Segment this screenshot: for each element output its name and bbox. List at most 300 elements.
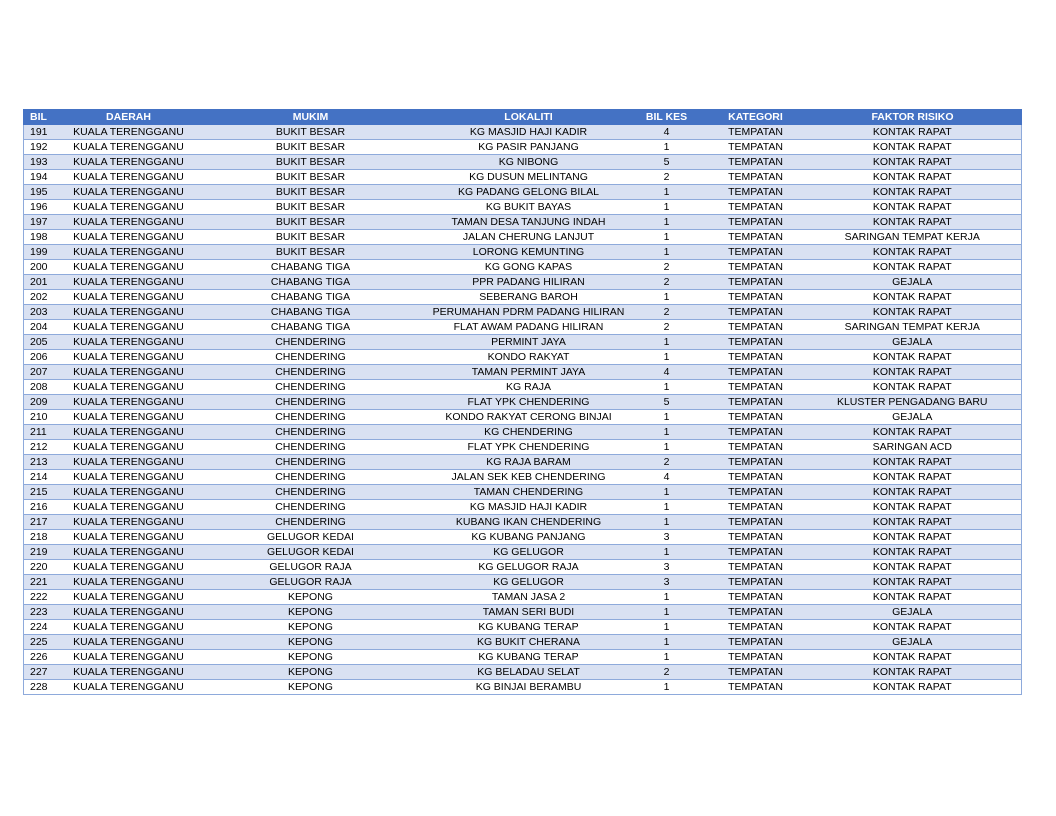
cell-bil: 207 bbox=[24, 365, 68, 380]
cell-daerah: KUALA TERENGGANU bbox=[68, 350, 190, 365]
table-row bbox=[24, 425, 1022, 440]
cell-bil-kes: 1 bbox=[626, 350, 708, 365]
cell-lokaliti: KG BUKIT CHERANA bbox=[432, 635, 626, 650]
cell-mukim: KEPONG bbox=[190, 605, 432, 620]
cell-mukim: GELUGOR KEDAI bbox=[190, 530, 432, 545]
table-row bbox=[24, 395, 1022, 410]
cell-bil: 224 bbox=[24, 620, 68, 635]
cell-bil-kes: 1 bbox=[626, 545, 708, 560]
cell-lokaliti: KG GELUGOR RAJA bbox=[432, 560, 626, 575]
cell-bil-kes: 1 bbox=[626, 140, 708, 155]
table-row bbox=[24, 380, 1022, 395]
cell-kategori: TEMPATAN bbox=[708, 260, 804, 275]
case-table bbox=[23, 109, 1022, 695]
table-row bbox=[24, 230, 1022, 245]
cell-daerah: KUALA TERENGGANU bbox=[68, 335, 190, 350]
table-row bbox=[24, 275, 1022, 290]
cell-lokaliti: KG BUKIT BAYAS bbox=[432, 200, 626, 215]
cell-bil-kes: 5 bbox=[626, 155, 708, 170]
cell-lokaliti: TAMAN CHENDERING bbox=[432, 485, 626, 500]
cell-bil-kes: 1 bbox=[626, 515, 708, 530]
table-row bbox=[24, 260, 1022, 275]
cell-mukim: CHENDERING bbox=[190, 425, 432, 440]
cell-faktor-risiko: KONTAK RAPAT bbox=[804, 170, 1022, 185]
cell-daerah: KUALA TERENGGANU bbox=[68, 320, 190, 335]
cell-daerah: KUALA TERENGGANU bbox=[68, 575, 190, 590]
cell-faktor-risiko: KONTAK RAPAT bbox=[804, 500, 1022, 515]
cell-faktor-risiko: KLUSTER PENGADANG BARU bbox=[804, 395, 1022, 410]
cell-daerah: KUALA TERENGGANU bbox=[68, 290, 190, 305]
cell-daerah: KUALA TERENGGANU bbox=[68, 500, 190, 515]
cell-faktor-risiko: KONTAK RAPAT bbox=[804, 245, 1022, 260]
table-row bbox=[24, 605, 1022, 620]
cell-bil-kes: 1 bbox=[626, 620, 708, 635]
cell-lokaliti: FLAT YPK CHENDERING bbox=[432, 440, 626, 455]
cell-daerah: KUALA TERENGGANU bbox=[68, 605, 190, 620]
cell-faktor-risiko: KONTAK RAPAT bbox=[804, 260, 1022, 275]
cell-kategori: TEMPATAN bbox=[708, 575, 804, 590]
cell-lokaliti: KG CHENDERING bbox=[432, 425, 626, 440]
cell-mukim: CHENDERING bbox=[190, 410, 432, 425]
cell-lokaliti: FLAT YPK CHENDERING bbox=[432, 395, 626, 410]
cell-faktor-risiko: KONTAK RAPAT bbox=[804, 425, 1022, 440]
cell-mukim: BUKIT BESAR bbox=[190, 185, 432, 200]
cell-daerah: KUALA TERENGGANU bbox=[68, 455, 190, 470]
cell-bil: 208 bbox=[24, 380, 68, 395]
table-row bbox=[24, 635, 1022, 650]
cell-kategori: TEMPATAN bbox=[708, 605, 804, 620]
cell-mukim: BUKIT BESAR bbox=[190, 245, 432, 260]
cell-bil-kes: 2 bbox=[626, 260, 708, 275]
cell-lokaliti: KG PADANG GELONG BILAL bbox=[432, 185, 626, 200]
cell-kategori: TEMPATAN bbox=[708, 275, 804, 290]
cell-bil: 209 bbox=[24, 395, 68, 410]
cell-faktor-risiko: KONTAK RAPAT bbox=[804, 530, 1022, 545]
cell-bil: 200 bbox=[24, 260, 68, 275]
cell-faktor-risiko: KONTAK RAPAT bbox=[804, 470, 1022, 485]
cell-bil-kes: 2 bbox=[626, 320, 708, 335]
cell-mukim: KEPONG bbox=[190, 635, 432, 650]
cell-bil-kes: 3 bbox=[626, 560, 708, 575]
cell-faktor-risiko: KONTAK RAPAT bbox=[804, 560, 1022, 575]
cell-lokaliti: PERMINT JAYA bbox=[432, 335, 626, 350]
cell-bil-kes: 4 bbox=[626, 125, 708, 140]
table-row bbox=[24, 515, 1022, 530]
cell-lokaliti: KG KUBANG TERAP bbox=[432, 620, 626, 635]
cell-mukim: GELUGOR KEDAI bbox=[190, 545, 432, 560]
cell-kategori: TEMPATAN bbox=[708, 230, 804, 245]
cell-daerah: KUALA TERENGGANU bbox=[68, 530, 190, 545]
cell-kategori: TEMPATAN bbox=[708, 500, 804, 515]
table-row bbox=[24, 545, 1022, 560]
cell-faktor-risiko: SARINGAN TEMPAT KERJA bbox=[804, 230, 1022, 245]
cell-kategori: TEMPATAN bbox=[708, 170, 804, 185]
table-row bbox=[24, 185, 1022, 200]
cell-bil: 227 bbox=[24, 665, 68, 680]
cell-bil: 222 bbox=[24, 590, 68, 605]
cell-kategori: TEMPATAN bbox=[708, 155, 804, 170]
cell-daerah: KUALA TERENGGANU bbox=[68, 200, 190, 215]
cell-kategori: TEMPATAN bbox=[708, 410, 804, 425]
cell-bil: 194 bbox=[24, 170, 68, 185]
cell-daerah: KUALA TERENGGANU bbox=[68, 410, 190, 425]
cell-mukim: GELUGOR RAJA bbox=[190, 575, 432, 590]
cell-kategori: TEMPATAN bbox=[708, 365, 804, 380]
cell-kategori: TEMPATAN bbox=[708, 590, 804, 605]
cell-kategori: TEMPATAN bbox=[708, 650, 804, 665]
cell-daerah: KUALA TERENGGANU bbox=[68, 515, 190, 530]
cell-lokaliti: KONDO RAKYAT bbox=[432, 350, 626, 365]
cell-lokaliti: TAMAN PERMINT JAYA bbox=[432, 365, 626, 380]
cell-daerah: KUALA TERENGGANU bbox=[68, 395, 190, 410]
cell-kategori: TEMPATAN bbox=[708, 515, 804, 530]
cell-kategori: TEMPATAN bbox=[708, 350, 804, 365]
cell-mukim: CHABANG TIGA bbox=[190, 290, 432, 305]
cell-lokaliti: KG MASJID HAJI KADIR bbox=[432, 125, 626, 140]
cell-bil: 217 bbox=[24, 515, 68, 530]
cell-faktor-risiko: KONTAK RAPAT bbox=[804, 545, 1022, 560]
table-row bbox=[24, 125, 1022, 140]
cell-kategori: TEMPATAN bbox=[708, 470, 804, 485]
cell-mukim: CHENDERING bbox=[190, 500, 432, 515]
cell-faktor-risiko: KONTAK RAPAT bbox=[804, 365, 1022, 380]
cell-mukim: CHABANG TIGA bbox=[190, 305, 432, 320]
cell-daerah: KUALA TERENGGANU bbox=[68, 380, 190, 395]
cell-mukim: BUKIT BESAR bbox=[190, 200, 432, 215]
table-body bbox=[24, 125, 1022, 695]
cell-mukim: CHENDERING bbox=[190, 380, 432, 395]
cell-bil: 201 bbox=[24, 275, 68, 290]
cell-bil-kes: 1 bbox=[626, 245, 708, 260]
cell-daerah: KUALA TERENGGANU bbox=[68, 170, 190, 185]
cell-mukim: CHENDERING bbox=[190, 515, 432, 530]
cell-daerah: KUALA TERENGGANU bbox=[68, 485, 190, 500]
cell-daerah: KUALA TERENGGANU bbox=[68, 215, 190, 230]
cell-daerah: KUALA TERENGGANU bbox=[68, 680, 190, 695]
cell-kategori: TEMPATAN bbox=[708, 200, 804, 215]
cell-daerah: KUALA TERENGGANU bbox=[68, 470, 190, 485]
cell-mukim: BUKIT BESAR bbox=[190, 155, 432, 170]
table-row bbox=[24, 560, 1022, 575]
cell-kategori: TEMPATAN bbox=[708, 440, 804, 455]
cell-faktor-risiko: KONTAK RAPAT bbox=[804, 140, 1022, 155]
cell-bil-kes: 1 bbox=[626, 680, 708, 695]
cell-bil: 192 bbox=[24, 140, 68, 155]
cell-bil: 218 bbox=[24, 530, 68, 545]
cell-daerah: KUALA TERENGGANU bbox=[68, 275, 190, 290]
cell-mukim: CHENDERING bbox=[190, 455, 432, 470]
cell-bil-kes: 3 bbox=[626, 530, 708, 545]
cell-bil-kes: 1 bbox=[626, 290, 708, 305]
cell-lokaliti: TAMAN DESA TANJUNG INDAH bbox=[432, 215, 626, 230]
cell-mukim: CHENDERING bbox=[190, 335, 432, 350]
cell-daerah: KUALA TERENGGANU bbox=[68, 620, 190, 635]
table-row bbox=[24, 170, 1022, 185]
cell-kategori: TEMPATAN bbox=[708, 125, 804, 140]
cell-bil-kes: 2 bbox=[626, 170, 708, 185]
cell-bil-kes: 1 bbox=[626, 215, 708, 230]
column-header-mukim: MUKIM bbox=[190, 110, 432, 125]
cell-bil: 196 bbox=[24, 200, 68, 215]
cell-mukim: BUKIT BESAR bbox=[190, 170, 432, 185]
cell-lokaliti: KG GELUGOR bbox=[432, 545, 626, 560]
cell-mukim: KEPONG bbox=[190, 590, 432, 605]
cell-bil: 202 bbox=[24, 290, 68, 305]
cell-bil: 219 bbox=[24, 545, 68, 560]
cell-kategori: TEMPATAN bbox=[708, 245, 804, 260]
cell-bil: 204 bbox=[24, 320, 68, 335]
cell-kategori: TEMPATAN bbox=[708, 215, 804, 230]
cell-bil-kes: 1 bbox=[626, 230, 708, 245]
table-row bbox=[24, 215, 1022, 230]
cell-mukim: CHENDERING bbox=[190, 440, 432, 455]
cell-bil: 213 bbox=[24, 455, 68, 470]
cell-bil: 198 bbox=[24, 230, 68, 245]
cell-kategori: TEMPATAN bbox=[708, 665, 804, 680]
header-row bbox=[24, 110, 1022, 125]
table-row bbox=[24, 590, 1022, 605]
cell-bil: 197 bbox=[24, 215, 68, 230]
cell-faktor-risiko: GEJALA bbox=[804, 335, 1022, 350]
cell-kategori: TEMPATAN bbox=[708, 185, 804, 200]
cell-bil: 215 bbox=[24, 485, 68, 500]
cell-bil-kes: 1 bbox=[626, 500, 708, 515]
cell-daerah: KUALA TERENGGANU bbox=[68, 230, 190, 245]
cell-bil: 226 bbox=[24, 650, 68, 665]
cell-bil-kes: 4 bbox=[626, 470, 708, 485]
table-row bbox=[24, 155, 1022, 170]
cell-kategori: TEMPATAN bbox=[708, 545, 804, 560]
cell-bil-kes: 3 bbox=[626, 575, 708, 590]
cell-daerah: KUALA TERENGGANU bbox=[68, 260, 190, 275]
cell-mukim: CHABANG TIGA bbox=[190, 260, 432, 275]
cell-faktor-risiko: KONTAK RAPAT bbox=[804, 485, 1022, 500]
cell-lokaliti: KG BELADAU SELAT bbox=[432, 665, 626, 680]
cell-lokaliti: KONDO RAKYAT CERONG BINJAI bbox=[432, 410, 626, 425]
cell-faktor-risiko: KONTAK RAPAT bbox=[804, 215, 1022, 230]
column-header-daerah: DAERAH bbox=[68, 110, 190, 125]
cell-faktor-risiko: GEJALA bbox=[804, 275, 1022, 290]
table-row bbox=[24, 485, 1022, 500]
cell-daerah: KUALA TERENGGANU bbox=[68, 365, 190, 380]
cell-mukim: CHABANG TIGA bbox=[190, 275, 432, 290]
cell-daerah: KUALA TERENGGANU bbox=[68, 665, 190, 680]
cell-daerah: KUALA TERENGGANU bbox=[68, 560, 190, 575]
cell-bil: 205 bbox=[24, 335, 68, 350]
cell-bil-kes: 1 bbox=[626, 590, 708, 605]
cell-kategori: TEMPATAN bbox=[708, 620, 804, 635]
cell-daerah: KUALA TERENGGANU bbox=[68, 125, 190, 140]
cell-lokaliti: SEBERANG BAROH bbox=[432, 290, 626, 305]
cell-daerah: KUALA TERENGGANU bbox=[68, 650, 190, 665]
cell-bil: 225 bbox=[24, 635, 68, 650]
cell-kategori: TEMPATAN bbox=[708, 635, 804, 650]
table-row bbox=[24, 530, 1022, 545]
cell-kategori: TEMPATAN bbox=[708, 290, 804, 305]
cell-faktor-risiko: KONTAK RAPAT bbox=[804, 305, 1022, 320]
cell-daerah: KUALA TERENGGANU bbox=[68, 440, 190, 455]
cell-kategori: TEMPATAN bbox=[708, 425, 804, 440]
table-row bbox=[24, 350, 1022, 365]
table-row bbox=[24, 140, 1022, 155]
cell-lokaliti: KG PASIR PANJANG bbox=[432, 140, 626, 155]
cell-mukim: KEPONG bbox=[190, 650, 432, 665]
cell-bil-kes: 1 bbox=[626, 185, 708, 200]
cell-mukim: BUKIT BESAR bbox=[190, 140, 432, 155]
cell-bil: 211 bbox=[24, 425, 68, 440]
cell-bil-kes: 1 bbox=[626, 335, 708, 350]
table-row bbox=[24, 320, 1022, 335]
cell-kategori: TEMPATAN bbox=[708, 530, 804, 545]
table-row bbox=[24, 440, 1022, 455]
cell-daerah: KUALA TERENGGANU bbox=[68, 185, 190, 200]
cell-lokaliti: TAMAN JASA 2 bbox=[432, 590, 626, 605]
cell-faktor-risiko: KONTAK RAPAT bbox=[804, 380, 1022, 395]
cell-daerah: KUALA TERENGGANU bbox=[68, 305, 190, 320]
cell-daerah: KUALA TERENGGANU bbox=[68, 245, 190, 260]
cell-daerah: KUALA TERENGGANU bbox=[68, 545, 190, 560]
cell-mukim: CHABANG TIGA bbox=[190, 320, 432, 335]
cell-kategori: TEMPATAN bbox=[708, 320, 804, 335]
cell-kategori: TEMPATAN bbox=[708, 380, 804, 395]
cell-faktor-risiko: GEJALA bbox=[804, 410, 1022, 425]
cell-mukim: KEPONG bbox=[190, 680, 432, 695]
cell-lokaliti: KUBANG IKAN CHENDERING bbox=[432, 515, 626, 530]
cell-bil-kes: 1 bbox=[626, 650, 708, 665]
cell-mukim: CHENDERING bbox=[190, 365, 432, 380]
cell-lokaliti: LORONG KEMUNTING bbox=[432, 245, 626, 260]
cell-lokaliti: KG RAJA BARAM bbox=[432, 455, 626, 470]
column-header-lokaliti: LOKALITI bbox=[432, 110, 626, 125]
table-header bbox=[24, 110, 1022, 125]
cell-daerah: KUALA TERENGGANU bbox=[68, 590, 190, 605]
column-header-bil-kes: BIL KES bbox=[626, 110, 708, 125]
table-row bbox=[24, 335, 1022, 350]
column-header-kategori: KATEGORI bbox=[708, 110, 804, 125]
table-row bbox=[24, 365, 1022, 380]
cell-mukim: BUKIT BESAR bbox=[190, 125, 432, 140]
cell-bil: 193 bbox=[24, 155, 68, 170]
cell-lokaliti: PPR PADANG HILIRAN bbox=[432, 275, 626, 290]
cell-bil-kes: 1 bbox=[626, 485, 708, 500]
cell-daerah: KUALA TERENGGANU bbox=[68, 635, 190, 650]
table-row bbox=[24, 200, 1022, 215]
cell-lokaliti: KG NIBONG bbox=[432, 155, 626, 170]
cell-bil-kes: 2 bbox=[626, 665, 708, 680]
cell-faktor-risiko: GEJALA bbox=[804, 605, 1022, 620]
table-row bbox=[24, 680, 1022, 695]
cell-bil: 210 bbox=[24, 410, 68, 425]
cell-bil-kes: 1 bbox=[626, 440, 708, 455]
cell-bil: 191 bbox=[24, 125, 68, 140]
cell-lokaliti: KG KUBANG TERAP bbox=[432, 650, 626, 665]
table-row bbox=[24, 500, 1022, 515]
cell-bil: 228 bbox=[24, 680, 68, 695]
cell-bil-kes: 2 bbox=[626, 275, 708, 290]
cell-faktor-risiko: GEJALA bbox=[804, 635, 1022, 650]
cell-bil: 195 bbox=[24, 185, 68, 200]
cell-faktor-risiko: SARINGAN ACD bbox=[804, 440, 1022, 455]
cell-faktor-risiko: KONTAK RAPAT bbox=[804, 575, 1022, 590]
cell-bil: 206 bbox=[24, 350, 68, 365]
cell-faktor-risiko: KONTAK RAPAT bbox=[804, 620, 1022, 635]
table-row bbox=[24, 290, 1022, 305]
cell-bil-kes: 1 bbox=[626, 380, 708, 395]
cell-faktor-risiko: KONTAK RAPAT bbox=[804, 650, 1022, 665]
table-row bbox=[24, 575, 1022, 590]
cell-faktor-risiko: KONTAK RAPAT bbox=[804, 515, 1022, 530]
cell-mukim: KEPONG bbox=[190, 620, 432, 635]
cell-faktor-risiko: KONTAK RAPAT bbox=[804, 455, 1022, 470]
cell-faktor-risiko: KONTAK RAPAT bbox=[804, 125, 1022, 140]
cell-faktor-risiko: KONTAK RAPAT bbox=[804, 680, 1022, 695]
cell-lokaliti: KG GELUGOR bbox=[432, 575, 626, 590]
cell-bil-kes: 1 bbox=[626, 410, 708, 425]
cell-bil-kes: 1 bbox=[626, 605, 708, 620]
table-row bbox=[24, 410, 1022, 425]
cell-bil: 223 bbox=[24, 605, 68, 620]
cell-bil: 214 bbox=[24, 470, 68, 485]
cell-kategori: TEMPATAN bbox=[708, 395, 804, 410]
table-row bbox=[24, 650, 1022, 665]
table-row bbox=[24, 470, 1022, 485]
cell-kategori: TEMPATAN bbox=[708, 140, 804, 155]
cell-bil: 221 bbox=[24, 575, 68, 590]
cell-faktor-risiko: SARINGAN TEMPAT KERJA bbox=[804, 320, 1022, 335]
cell-lokaliti: KG BINJAI BERAMBU bbox=[432, 680, 626, 695]
cell-kategori: TEMPATAN bbox=[708, 485, 804, 500]
table-row bbox=[24, 455, 1022, 470]
cell-bil: 199 bbox=[24, 245, 68, 260]
cell-lokaliti: KG MASJID HAJI KADIR bbox=[432, 500, 626, 515]
cell-mukim: BUKIT BESAR bbox=[190, 215, 432, 230]
cell-lokaliti: KG KUBANG PANJANG bbox=[432, 530, 626, 545]
cell-mukim: CHENDERING bbox=[190, 485, 432, 500]
cell-lokaliti: KG GONG KAPAS bbox=[432, 260, 626, 275]
cell-daerah: KUALA TERENGGANU bbox=[68, 155, 190, 170]
cell-mukim: CHENDERING bbox=[190, 470, 432, 485]
cell-faktor-risiko: KONTAK RAPAT bbox=[804, 155, 1022, 170]
cell-faktor-risiko: KONTAK RAPAT bbox=[804, 200, 1022, 215]
cell-mukim: CHENDERING bbox=[190, 350, 432, 365]
cell-lokaliti: JALAN CHERUNG LANJUT bbox=[432, 230, 626, 245]
cell-lokaliti: PERUMAHAN PDRM PADANG HILIRAN bbox=[432, 305, 625, 318]
case-table-sheet bbox=[23, 109, 1021, 695]
cell-bil: 212 bbox=[24, 440, 68, 455]
cell-mukim: GELUGOR RAJA bbox=[190, 560, 432, 575]
cell-faktor-risiko: KONTAK RAPAT bbox=[804, 665, 1022, 680]
cell-faktor-risiko: KONTAK RAPAT bbox=[804, 185, 1022, 200]
cell-lokaliti: TAMAN SERI BUDI bbox=[432, 605, 626, 620]
cell-bil: 220 bbox=[24, 560, 68, 575]
cell-bil-kes: 1 bbox=[626, 425, 708, 440]
cell-mukim: BUKIT BESAR bbox=[190, 230, 432, 245]
cell-bil-kes: 2 bbox=[626, 305, 708, 320]
cell-faktor-risiko: KONTAK RAPAT bbox=[804, 290, 1022, 305]
cell-bil: 216 bbox=[24, 500, 68, 515]
table-row bbox=[24, 305, 1022, 320]
cell-bil-kes: 4 bbox=[626, 365, 708, 380]
cell-kategori: TEMPATAN bbox=[708, 455, 804, 470]
table-row bbox=[24, 245, 1022, 260]
column-header-faktor-risiko: FAKTOR RISIKO bbox=[804, 110, 1022, 125]
cell-lokaliti: KG RAJA bbox=[432, 380, 626, 395]
cell-kategori: TEMPATAN bbox=[708, 335, 804, 350]
cell-mukim: CHENDERING bbox=[190, 395, 432, 410]
cell-kategori: TEMPATAN bbox=[708, 305, 804, 320]
cell-lokaliti: FLAT AWAM PADANG HILIRAN bbox=[432, 320, 626, 335]
cell-bil: 203 bbox=[24, 305, 68, 320]
